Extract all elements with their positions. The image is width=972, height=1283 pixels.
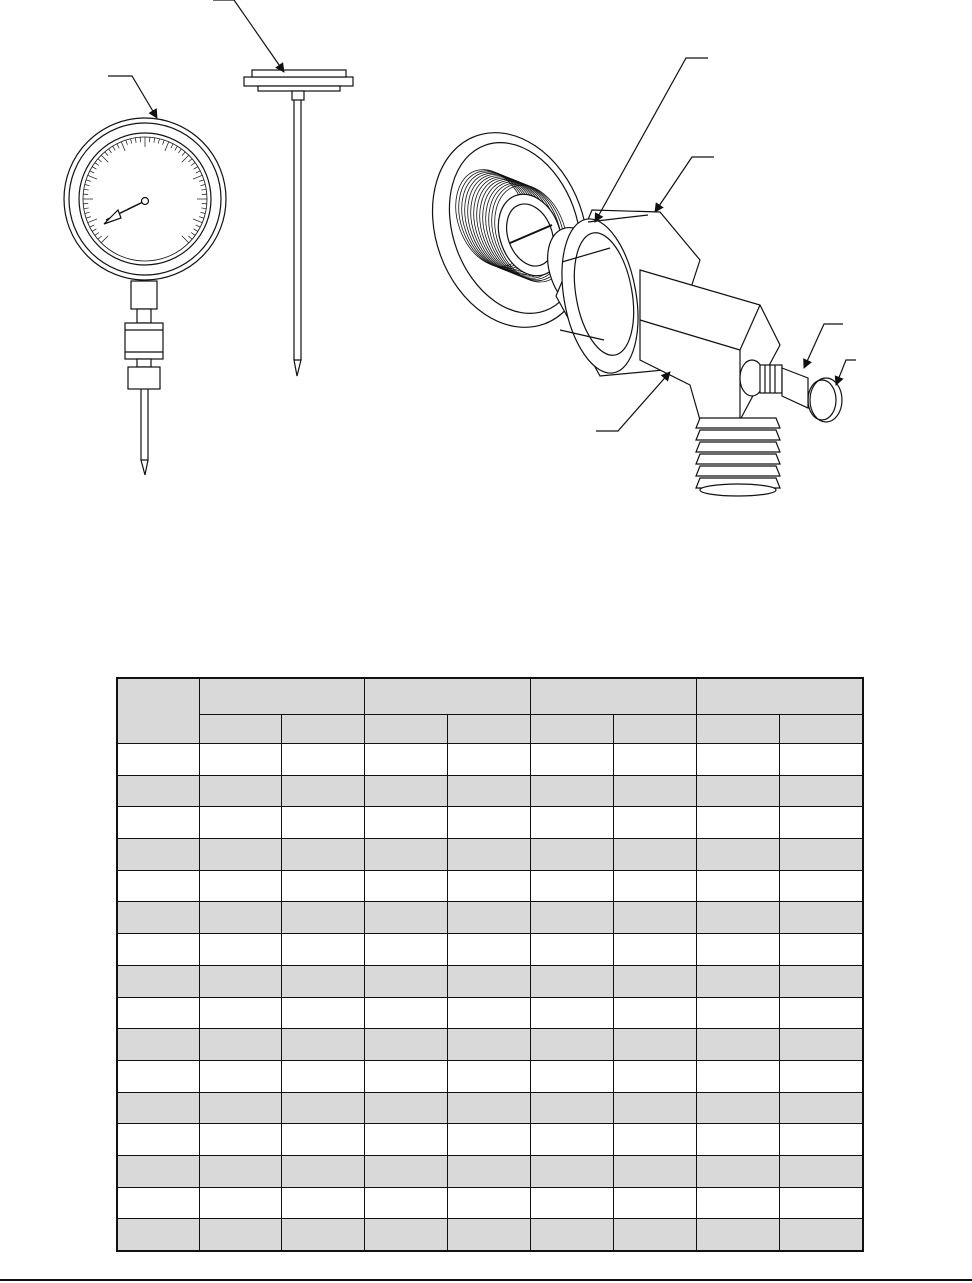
table-cell: [614, 1187, 697, 1219]
row-label-cell: [117, 870, 200, 902]
row-label-cell: [117, 1092, 200, 1124]
table-cell: [697, 1029, 780, 1061]
table-cell: [200, 902, 282, 934]
table-cell: [780, 1219, 864, 1251]
table-cell: [614, 744, 697, 776]
table-cell: [365, 934, 448, 966]
dial-tick: [101, 155, 108, 162]
dial-tick: [86, 217, 91, 219]
table-cell: [448, 965, 531, 997]
table-cell: [365, 965, 448, 997]
table-row: [117, 1029, 863, 1061]
row-label-cell: [117, 934, 200, 966]
dial-tick: [105, 152, 108, 156]
dial-tick: [182, 155, 189, 162]
table-header-row: [117, 678, 863, 715]
dial-tick: [194, 229, 198, 232]
dial-tick: [188, 159, 192, 162]
dial-tick: [90, 225, 94, 227]
table-cell: [697, 902, 780, 934]
row-label-cell: [117, 1124, 200, 1156]
table-cell: [448, 1219, 531, 1251]
table-cell: [365, 1092, 448, 1124]
row-label-cell: [117, 1219, 200, 1251]
corner-header-cell: [117, 678, 200, 744]
dial-tick: [135, 138, 136, 143]
sub-header-cell: [780, 715, 864, 744]
table-cell: [365, 870, 448, 902]
dial-tick: [92, 229, 96, 232]
row-label-cell: [117, 902, 200, 934]
table-cell: [531, 965, 614, 997]
barb-ridge: [696, 418, 780, 428]
table-cell: [282, 1124, 365, 1156]
dial-tick: [182, 236, 189, 243]
table-cell: [780, 1187, 864, 1219]
dial-tick: [171, 144, 173, 148]
table-row: [117, 1060, 863, 1092]
table-cell: [614, 839, 697, 871]
row-label-cell: [117, 1187, 200, 1219]
table-cell: [282, 1092, 365, 1124]
table-cell: [614, 1060, 697, 1092]
table-cell: [780, 1029, 864, 1061]
table-cell: [780, 1155, 864, 1187]
table-cell: [200, 934, 282, 966]
table-row: [117, 870, 863, 902]
sub-header-cell: [365, 715, 448, 744]
row-label-cell: [117, 807, 200, 839]
dial-tick: [199, 180, 204, 182]
table-cell: [531, 870, 614, 902]
table-cell: [531, 839, 614, 871]
table-cell: [531, 807, 614, 839]
table-cell: [365, 1155, 448, 1187]
table-cell: [780, 934, 864, 966]
dial-tick: [95, 233, 99, 236]
dial-tick: [126, 140, 128, 145]
table-cell: [697, 744, 780, 776]
table-cell: [531, 1092, 614, 1124]
table-cell: [697, 934, 780, 966]
dial-tick: [175, 146, 178, 150]
table-cell: [282, 965, 365, 997]
table-cell: [448, 775, 531, 807]
group-header-cell: [200, 678, 365, 715]
dial-tick: [199, 217, 204, 219]
dial-tick: [85, 185, 90, 186]
dial-tick: [101, 236, 108, 243]
table-cell: [365, 997, 448, 1029]
dial-tick: [200, 185, 205, 186]
table-cell: [365, 1219, 448, 1251]
dial-tick: [85, 212, 90, 213]
dial-tick: [196, 225, 200, 227]
table-cell: [614, 1219, 697, 1251]
table-cell: [448, 1029, 531, 1061]
group-header-cell: [365, 678, 531, 715]
table-cell: [448, 1124, 531, 1156]
table-cell: [614, 870, 697, 902]
row-label-cell: [117, 997, 200, 1029]
table-cell: [448, 902, 531, 934]
table-cell: [697, 1187, 780, 1219]
group-header-cell: [697, 678, 864, 715]
table-cell: [448, 1187, 531, 1219]
probe-thermometer-drawing: [213, 0, 353, 376]
sub-header-cell: [614, 715, 697, 744]
table-cell: [448, 997, 531, 1029]
barb-ridge: [696, 466, 780, 476]
table-cell: [780, 839, 864, 871]
dial-tick: [194, 167, 198, 170]
table-cell: [282, 1219, 365, 1251]
row-label-cell: [117, 965, 200, 997]
dial-tick-marks: [83, 137, 207, 243]
table-cell: [282, 1187, 365, 1219]
dial-tick: [84, 189, 89, 190]
table-row: [117, 775, 863, 807]
table-row: [117, 902, 863, 934]
group-header-cell: [531, 678, 697, 715]
dial-tick: [98, 236, 102, 239]
dial-thermometer-drawing: [64, 76, 226, 475]
table-cell: [200, 1060, 282, 1092]
table-row: [117, 839, 863, 871]
table-cell: [200, 997, 282, 1029]
row-label-cell: [117, 775, 200, 807]
table-row: [117, 744, 863, 776]
table-cell: [614, 997, 697, 1029]
table-row: [117, 965, 863, 997]
dial-tick: [188, 236, 192, 239]
sub-header-cell: [282, 715, 365, 744]
table-row: [117, 1124, 863, 1156]
table-row: [117, 807, 863, 839]
row-label-cell: [117, 1060, 200, 1092]
table-cell: [200, 1219, 282, 1251]
table-cell: [282, 997, 365, 1029]
row-label-cell: [117, 744, 200, 776]
table-cell: [614, 1124, 697, 1156]
table-cell: [365, 1029, 448, 1061]
dial-tick: [88, 175, 97, 179]
table-cell: [531, 1155, 614, 1187]
table-cell: [448, 839, 531, 871]
table-cell: [365, 902, 448, 934]
table-row: [117, 1155, 863, 1187]
table-cell: [200, 1155, 282, 1187]
table-cell: [365, 775, 448, 807]
table-cell: [448, 1092, 531, 1124]
table-cell: [282, 1060, 365, 1092]
table-cell: [200, 807, 282, 839]
table-row: [117, 1187, 863, 1219]
table-cell: [531, 744, 614, 776]
table-cell: [200, 1092, 282, 1124]
table-cell: [282, 1155, 365, 1187]
table-cell: [614, 934, 697, 966]
table-cell: [282, 934, 365, 966]
table-cell: [697, 1092, 780, 1124]
table-cell: [697, 1124, 780, 1156]
table-cell: [448, 934, 531, 966]
table-cell: [614, 775, 697, 807]
dial-tick: [117, 144, 119, 148]
table-cell: [697, 965, 780, 997]
dial-tick: [191, 233, 195, 236]
dial-tick: [193, 219, 202, 223]
table-body: [117, 744, 863, 1251]
barb-ridge: [696, 442, 780, 452]
table-cell: [282, 807, 365, 839]
dial-tick: [84, 208, 89, 209]
table-cell: [780, 807, 864, 839]
table-cell: [200, 839, 282, 871]
row-label-cell: [117, 1155, 200, 1187]
table-cell: [448, 744, 531, 776]
table-cell: [697, 997, 780, 1029]
table-cell: [365, 1060, 448, 1092]
dial-tick: [121, 142, 125, 151]
table-cell: [780, 997, 864, 1029]
dial-tick: [90, 171, 94, 173]
table-cell: [780, 965, 864, 997]
table-cell: [365, 807, 448, 839]
table-cell: [531, 902, 614, 934]
dial-tick: [196, 171, 200, 173]
table-cell: [282, 870, 365, 902]
dial-tick: [92, 167, 96, 170]
table-cell: [200, 1029, 282, 1061]
table-cell: [200, 775, 282, 807]
table-cell: [614, 1029, 697, 1061]
row-label-cell: [117, 1029, 200, 1061]
table-cell: [697, 1155, 780, 1187]
table-cell: [365, 839, 448, 871]
table-cell: [531, 1219, 614, 1251]
table-cell: [697, 1060, 780, 1092]
table-cell: [200, 1187, 282, 1219]
sub-header-cell: [697, 715, 780, 744]
dial-tick: [95, 163, 99, 166]
dial-tick: [109, 149, 112, 153]
table-cell: [448, 807, 531, 839]
table-cell: [282, 902, 365, 934]
dial-tick: [158, 139, 159, 144]
valve-assembly-drawing: [406, 58, 856, 496]
table-cell: [531, 1029, 614, 1061]
table-cell: [614, 1155, 697, 1187]
dial-tick: [113, 146, 116, 150]
page-bottom-rule: [0, 1279, 972, 1281]
hose-barb: [696, 418, 780, 496]
table-cell: [780, 1124, 864, 1156]
table-cell: [614, 1092, 697, 1124]
dial-tick: [131, 139, 132, 144]
table-cell: [448, 1155, 531, 1187]
row-label-cell: [117, 839, 200, 871]
table-cell: [697, 807, 780, 839]
dial-tick: [200, 212, 205, 213]
table-cell: [780, 902, 864, 934]
table-cell: [697, 1219, 780, 1251]
dial-tick: [154, 138, 155, 143]
table-cell: [200, 1124, 282, 1156]
table-cell: [200, 965, 282, 997]
dial-tick: [165, 142, 169, 151]
table-cell: [365, 1124, 448, 1156]
table-cell: [365, 744, 448, 776]
table-cell: [531, 997, 614, 1029]
dial-tick: [98, 159, 102, 162]
dial-tick: [191, 163, 195, 166]
dial-tick: [179, 149, 182, 153]
table-row: [117, 997, 863, 1029]
table-row: [117, 934, 863, 966]
table-cell: [531, 1060, 614, 1092]
table-cell: [697, 870, 780, 902]
dial-tick: [86, 180, 91, 182]
barb-end: [700, 484, 776, 496]
table-cell: [780, 1092, 864, 1124]
table-subheader-row: [117, 715, 863, 744]
table-cell: [282, 775, 365, 807]
table-cell: [282, 1029, 365, 1061]
table-row: [117, 1219, 863, 1251]
table-cell: [365, 1187, 448, 1219]
table-cell: [780, 870, 864, 902]
table-cell: [282, 744, 365, 776]
table-cell: [780, 775, 864, 807]
table-cell: [614, 965, 697, 997]
table-cell: [200, 744, 282, 776]
table-cell: [448, 1060, 531, 1092]
table-cell: [531, 1124, 614, 1156]
dial-tick: [193, 175, 202, 179]
dial-tick: [201, 208, 206, 209]
sub-header-cell: [531, 715, 614, 744]
sub-header-cell: [200, 715, 282, 744]
table-row: [117, 1092, 863, 1124]
dial-tick: [182, 152, 185, 156]
table-cell: [614, 807, 697, 839]
table-cell: [531, 934, 614, 966]
table-cell: [780, 1060, 864, 1092]
dial-tick: [88, 219, 97, 223]
dial-tick: [163, 140, 165, 145]
table-cell: [200, 870, 282, 902]
specification-table: [116, 677, 864, 1252]
table-cell: [531, 1187, 614, 1219]
table-cell: [448, 870, 531, 902]
table-cell: [697, 839, 780, 871]
table-cell: [531, 775, 614, 807]
barb-ridge: [696, 430, 780, 440]
table-cell: [614, 902, 697, 934]
parts-illustration: [0, 0, 972, 520]
dial-tick: [201, 189, 206, 190]
barb-ridge: [696, 454, 780, 464]
table-cell: [282, 839, 365, 871]
table-cell: [780, 744, 864, 776]
table-cell: [697, 775, 780, 807]
sub-header-cell: [448, 715, 531, 744]
